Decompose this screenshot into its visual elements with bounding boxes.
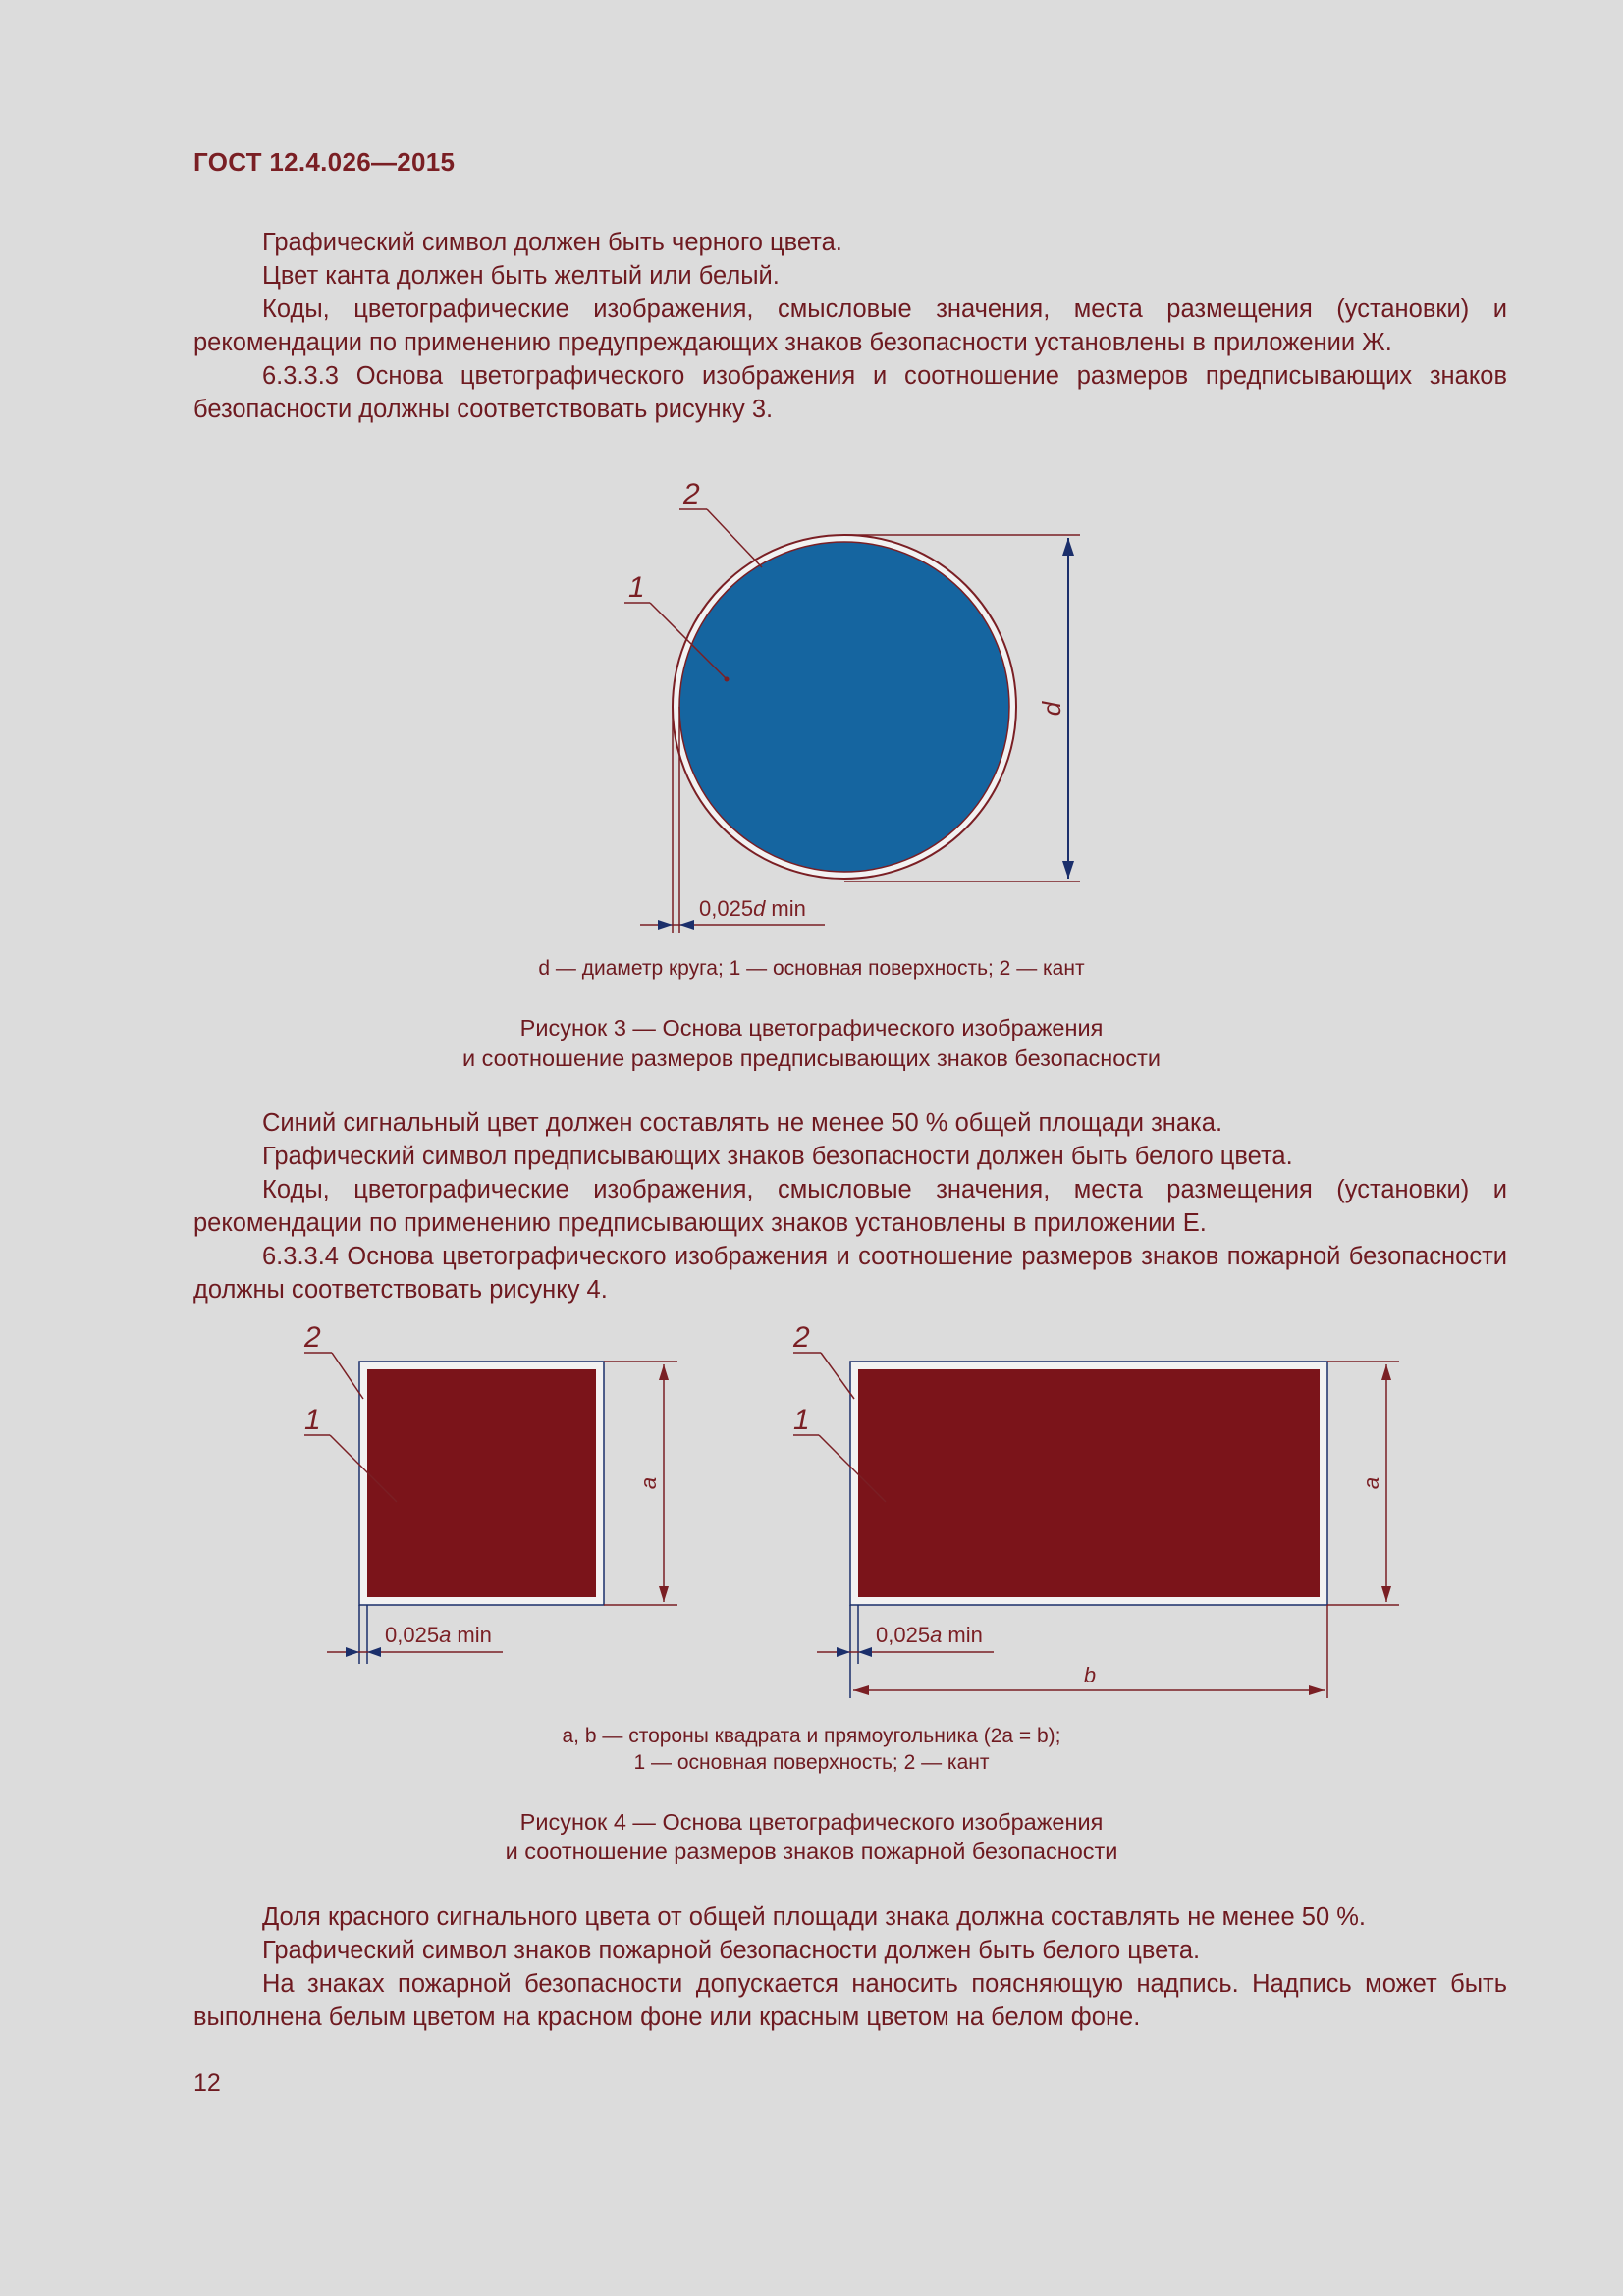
dim-a-label-square: a	[636, 1476, 661, 1490]
paragraph: Синий сигнальный цвет должен составлять не менее 50 % общей площади знака.	[262, 1109, 1223, 1137]
leader-label-1-rect: 1	[793, 1404, 810, 1436]
dim-min-label-rect: 0,025a min	[876, 1623, 983, 1647]
figure-3-legend: d — диаметр круга; 1 — основная поверхность; 2 — кант	[538, 957, 1085, 980]
figure-3-title-line-2: и соотношение размеров предписывающих знаков безопасности	[462, 1045, 1161, 1071]
leader-label-2: 2	[683, 478, 700, 510]
figure-4-title-line-1: Рисунок 4 — Основа цветографического изображения	[519, 1809, 1104, 1835]
paragraph: Цвет канта должен быть желтый или белый.	[262, 262, 780, 290]
paragraph: 6.3.3.3 Основа цветографического изображения и соотношение размеров предписывающих знаков безопасности должны соответствовать рисунку 3.	[193, 362, 1507, 423]
paragraph: Доля красного сигнального цвета от общей площади знака должна составлять не менее 50 %.	[262, 1903, 1367, 1931]
leader-label-2-square: 2	[304, 1321, 321, 1354]
paragraph: Графический символ знаков пожарной безопасности должен быть белого цвета.	[262, 1937, 1201, 1964]
leader-label-1-square: 1	[304, 1404, 321, 1436]
figure-3-title-line-1: Рисунок 3 — Основа цветографического изображения	[519, 1015, 1104, 1041]
figure-4-legend-line-1: a, b — стороны квадрата и прямоугольника (2a = b);	[562, 1725, 1061, 1747]
paragraph: Коды, цветографические изображения, смысловые значения, места размещения (установки) и рекомендации по применению предписывающих знаков установлены в приложении Е.	[193, 1176, 1507, 1237]
dim-d-label: d	[1037, 701, 1066, 717]
rect-sign-surface	[858, 1369, 1320, 1597]
figure-4-title-line-2: и соотношение размеров знаков пожарной безопасности	[505, 1839, 1118, 1864]
paragraph: Графический символ предписывающих знаков безопасности должен быть белого цвета.	[262, 1143, 1293, 1170]
square-sign-surface	[367, 1369, 596, 1597]
text-block-3	[193, 1900, 1507, 2034]
dim-min-label-square: 0,025a min	[385, 1623, 492, 1647]
figure-4-legend-line-2: 1 — основная поверхность; 2 — кант	[633, 1751, 990, 1774]
paragraph: Коды, цветографические изображения, смысловые значения, места размещения (установки) и рекомендации по применению предупреждающих знаков безопасности установлены в приложении Ж.	[193, 295, 1507, 356]
page-number: 12	[193, 2069, 221, 2097]
dim-a-label-rect: a	[1359, 1476, 1383, 1490]
dim-b-label: b	[1083, 1663, 1097, 1687]
paragraph: На знаках пожарной безопасности допускается наносить поясняющую надпись. Надпись может быть выполнена белым цветом на красном фоне или красным цветом на белом фоне.	[193, 1970, 1507, 2031]
paragraph: 6.3.3.4 Основа цветографического изображения и соотношение размеров знаков пожарной безопасности должны соответствовать рисунку 4.	[193, 1243, 1507, 1304]
leader-label-1: 1	[628, 571, 645, 604]
dim-min-label: 0,025d min	[699, 896, 806, 921]
leader-label-2-rect: 2	[793, 1321, 810, 1354]
paragraph: Графический символ должен быть черного цвета.	[262, 229, 842, 256]
document-code: ГОСТ 12.4.026—2015	[193, 147, 456, 177]
